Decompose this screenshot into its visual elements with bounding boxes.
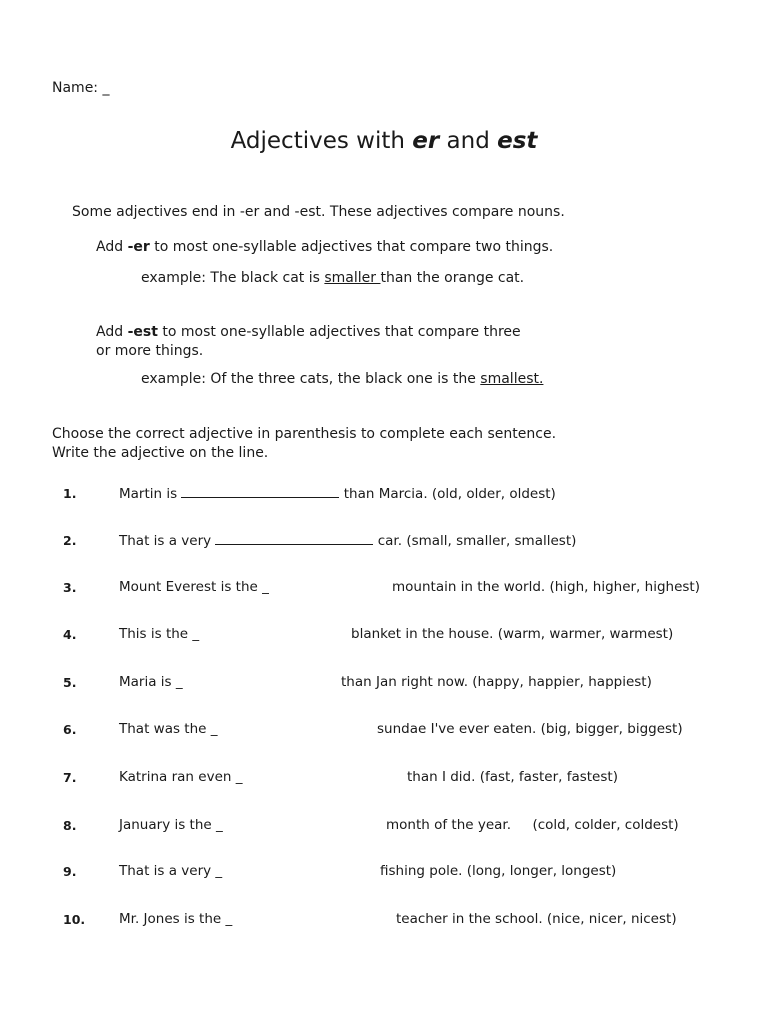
question-text-before[interactable]: Maria is _ (119, 674, 183, 690)
question-text-after: month of the year. (cold, colder, coldest) (386, 817, 679, 833)
question-text-before: Martin is than Marcia. (old, older, oldest) (119, 486, 556, 502)
name-label: Name: (52, 80, 99, 96)
instructions-line1: Choose the correct adjective in parenthesis to complete each sentence. (52, 426, 557, 442)
question-6 (0, 721, 768, 741)
question-text-after: than Jan right now. (happy, happier, happiest) (341, 674, 652, 690)
suffix-er: -er (127, 239, 150, 255)
name-field[interactable] (52, 80, 109, 96)
question-text-before[interactable]: Mr. Jones is the _ (119, 911, 233, 927)
question-number: 9. (63, 864, 77, 879)
rule-est-cont: or more things. (96, 343, 204, 359)
question-number: 6. (63, 722, 77, 737)
question-text-before[interactable]: Mount Everest is the _ (119, 579, 269, 595)
title-er: er (412, 128, 440, 154)
question-number: 4. (63, 627, 77, 642)
example-er-word: smaller (324, 270, 381, 286)
answer-blank[interactable] (181, 485, 339, 498)
question-text-after: blanket in the house. (warm, warmer, warmest) (351, 626, 674, 642)
question-5 (0, 674, 768, 694)
page-title: Adjectives with er and est (230, 128, 538, 154)
question-text-before: That is a very car. (small, smaller, smallest) (119, 533, 577, 549)
question-number: 1. (63, 486, 77, 501)
answer-blank[interactable] (215, 532, 373, 545)
question-text-before[interactable]: This is the _ (119, 626, 200, 642)
question-number: 3. (63, 580, 77, 595)
question-number: 2. (63, 533, 77, 548)
question-1 (0, 485, 768, 505)
intro-text: Some adjectives end in -er and -est. These adjectives compare nouns. (72, 204, 565, 220)
name-blank[interactable]: _ (102, 80, 110, 96)
example-est: example: Of the three cats, the black one is the smallest. (141, 371, 544, 387)
question-text-after: than I did. (fast, faster, fastest) (407, 769, 618, 785)
question-2 (0, 532, 768, 552)
example-er: example: The black cat is smaller than the orange cat. (141, 270, 525, 286)
suffix-est: -est (127, 324, 158, 340)
example-est-word: smallest. (480, 371, 544, 387)
question-4 (0, 626, 768, 646)
question-8 (0, 817, 768, 837)
question-text-before[interactable]: That was the _ (119, 721, 218, 737)
question-text-after: sundae I've ever eaten. (big, bigger, biggest) (377, 721, 683, 737)
question-text-before[interactable]: January is the _ (119, 817, 223, 833)
rule-est: Add -est to most one-syllable adjectives that compare three (96, 324, 521, 340)
question-number: 7. (63, 770, 77, 785)
question-text-before[interactable]: That is a very _ (119, 863, 223, 879)
question-text-after: fishing pole. (long, longer, longest) (380, 863, 617, 879)
question-number: 10. (63, 912, 86, 927)
rule-er: Add -er to most one-syllable adjectives that compare two things. (96, 239, 554, 255)
question-number: 8. (63, 818, 77, 833)
question-text-after: teacher in the school. (nice, nicer, nicest) (396, 911, 677, 927)
question-7 (0, 769, 768, 789)
question-text-after: mountain in the world. (high, higher, highest) (392, 579, 700, 595)
question-3 (0, 579, 768, 599)
title-est: est (497, 128, 538, 154)
question-10 (0, 911, 768, 931)
instructions-line2: Write the adjective on the line. (52, 445, 269, 461)
question-text-before[interactable]: Katrina ran even _ (119, 769, 243, 785)
question-9 (0, 863, 768, 883)
question-number: 5. (63, 675, 77, 690)
